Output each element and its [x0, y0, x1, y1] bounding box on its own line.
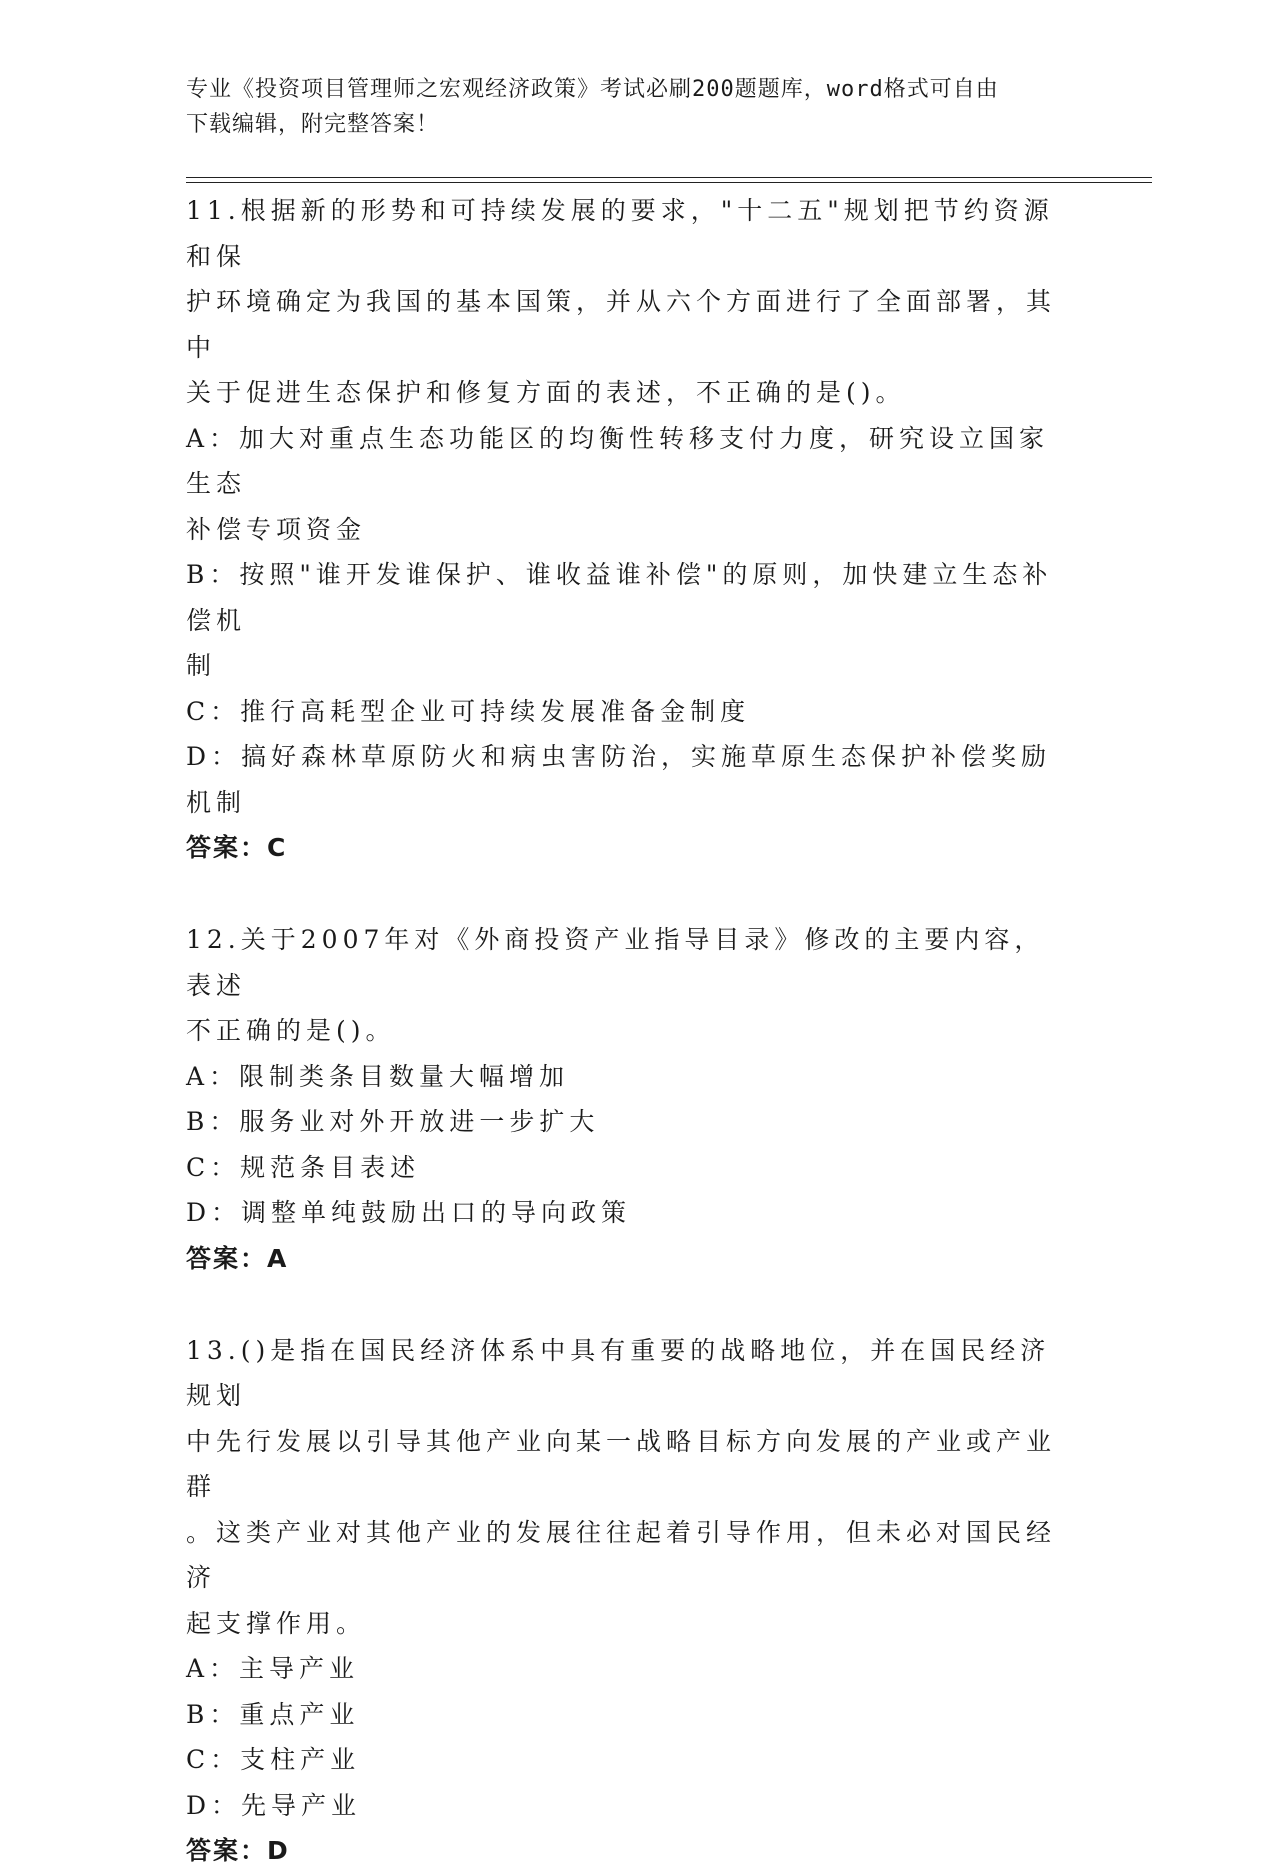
option-b: B：服务业对外开放进一步扩大	[186, 1099, 1066, 1145]
question-spacer	[186, 870, 1066, 917]
question-stem-line: 13.()是指在国民经济体系中具有重要的战略地位，并在国民经济规划	[186, 1328, 1066, 1419]
header-line-2: 下载编辑，附完整答案！	[186, 107, 1066, 142]
header-divider-top	[186, 177, 1152, 178]
option-d: D：先导产业	[186, 1783, 1066, 1829]
question-13	[186, 1328, 1066, 1873]
option-a-line: A：加大对重点生态功能区的均衡性转移支付力度，研究设立国家生态	[186, 416, 1066, 507]
answer-label: 答案：D	[186, 1828, 1066, 1873]
header-line-1: 专业《投资项目管理师之宏观经济政策》考试必刷200题题库，word格式可自由	[186, 72, 1066, 107]
question-stem-line: 11.根据新的形势和可持续发展的要求，"十二五"规划把节约资源和保	[186, 188, 1066, 279]
option-d: D：搞好森林草原防火和病虫害防治，实施草原生态保护补偿奖励机制	[186, 734, 1066, 825]
header-divider-bottom	[186, 182, 1152, 183]
question-stem-line: 护环境确定为我国的基本国策，并从六个方面进行了全面部署，其中	[186, 279, 1066, 370]
question-stem-line: 中先行发展以引导其他产业向某一战略目标方向发展的产业或产业群	[186, 1419, 1066, 1510]
answer-label: 答案：C	[186, 825, 1066, 870]
document-header	[186, 72, 1066, 142]
option-c: C：支柱产业	[186, 1737, 1066, 1783]
question-stem-line: 不正确的是()。	[186, 1008, 1066, 1054]
question-stem-line: 起支撑作用。	[186, 1601, 1066, 1647]
question-stem-line: 。这类产业对其他产业的发展往往起着引导作用，但未必对国民经济	[186, 1510, 1066, 1601]
option-a: A：主导产业	[186, 1646, 1066, 1692]
option-b-line: B：按照"谁开发谁保护、谁收益谁补偿"的原则，加快建立生态补偿机	[186, 552, 1066, 643]
option-a-line: 补偿专项资金	[186, 507, 1066, 553]
questions-list	[186, 188, 1066, 1873]
option-d: D：调整单纯鼓励出口的导向政策	[186, 1190, 1066, 1236]
option-b: B：重点产业	[186, 1692, 1066, 1738]
question-spacer	[186, 1281, 1066, 1328]
question-11	[186, 188, 1066, 870]
answer-label: 答案：A	[186, 1236, 1066, 1281]
question-12	[186, 917, 1066, 1281]
option-c: C：规范条目表述	[186, 1145, 1066, 1191]
option-c: C：推行高耗型企业可持续发展准备金制度	[186, 689, 1066, 735]
option-b-line: 制	[186, 643, 1066, 689]
question-stem-line: 关于促进生态保护和修复方面的表述，不正确的是()。	[186, 370, 1066, 416]
option-a: A：限制类条目数量大幅增加	[186, 1054, 1066, 1100]
question-stem-line: 12.关于2007年对《外商投资产业指导目录》修改的主要内容，表述	[186, 917, 1066, 1008]
